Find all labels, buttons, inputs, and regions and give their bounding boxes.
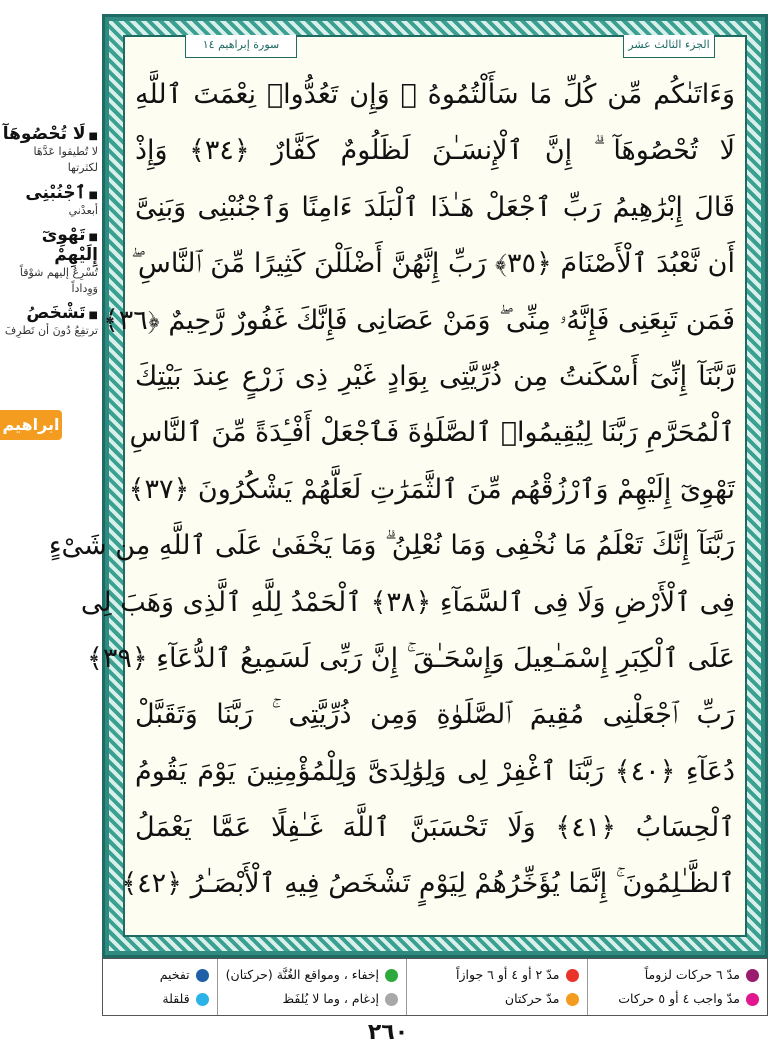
color-dot-icon [196, 969, 209, 982]
verse-line: ٱلْمُحَرَّمِ رَبَّنَا لِيُقِيمُوا۟ ٱلصَّلَوٰةَ فَٱجْعَلْ أَفْـِٔدَةً مِّنَ ٱلنَّاسِ [129, 417, 735, 449]
verse-line: ٱلظَّـٰلِمُونَ ۚ إِنَّمَا يُؤَخِّرُهُمْ لِيَوْمٍ تَشْخَصُ فِيهِ ٱلْأَبْصَـٰرُ ﴿٤٢﴾ [121, 868, 735, 900]
verse-line: ٱلْحِسَابُ ﴿٤١﴾ وَلَا تَحْسَبَنَّ ٱللَّهَ غَـٰفِلًا عَمَّا يَعْمَلُ [135, 812, 735, 844]
bullet-icon: ■ [88, 190, 98, 201]
verse-line: رَبَّنَآ إِنَّكَ تَعْلَمُ مَا نُخْفِى وَمَا نُعْلِنُ ۗ وَمَا يَخْفَىٰ عَلَى ٱللَّهِ مِن شَىْءٍ [48, 530, 735, 562]
verse-line: رَبِّ ٱجْعَلْنِى مُقِيمَ ٱلصَّلَوٰةِ وَمِن ذُرِّيَّتِى ۚ رَبَّنَا وَتَقَبَّلْ [135, 699, 735, 731]
juz-header: الجزء الثالث عشر [623, 35, 715, 58]
surah-thumb-tab[interactable]: ابراهيم [0, 410, 62, 440]
legend-item: مدّ حركتان [415, 987, 579, 1011]
color-dot-icon [385, 993, 398, 1006]
gloss-word: ■تَهْوِىٓ إِلَيْهِمْ [41, 225, 98, 265]
color-dot-icon [566, 969, 579, 982]
verse-line: فِى ٱلْأَرْضِ وَلَا فِى ٱلسَّمَآءِ ﴿٣٨﴾ ٱلْحَمْدُ لِلَّهِ ٱلَّذِى وَهَبَ لِى [80, 586, 735, 618]
legend-item: إخفاء ، ومواقع الغُنَّة (حركتان) [226, 963, 398, 987]
legend-column [103, 959, 217, 1015]
verse-line: دُعَآءِ ﴿٤٠﴾ رَبَّنَا ٱغْفِرْ لِى وَلِوَٰلِدَىَّ وَلِلْمُؤْمِنِينَ يَوْمَ يَقُومُ [135, 755, 735, 787]
color-dot-icon [385, 969, 398, 982]
legend-item: قلقلة [111, 987, 209, 1011]
verse-line: أَن نَّعْبُدَ ٱلْأَصْنَامَ ﴿٣٥﴾ رَبِّ إِنَّهُنَّ أَضْلَلْنَ كَثِيرًا مِّنَ ٱلنَّاسِ ۖ [131, 248, 735, 280]
glossary-sidebar [0, 118, 98, 339]
legend-item: مدّ ٦ حركات لزوماً [596, 963, 760, 987]
legend-column [217, 959, 406, 1015]
gloss-definition: ترتفِعُ دُونَ أن تَطرِفَ [4, 324, 98, 337]
gloss-word: ■لَا تُحْصُوهَآ [2, 124, 98, 144]
verse-line: رَّبَّنَآ إِنِّىٓ أَسْكَنتُ مِن ذُرِّيَّتِى بِوَادٍ غَيْرِ ذِى زَرْعٍ عِندَ بَيْتِكَ [135, 360, 735, 392]
verse-line: عَلَى ٱلْكِبَرِ إِسْمَـٰعِيلَ وَإِسْحَـٰقَ ۚ إِنَّ رَبِّى لَسَمِيعُ ٱلدُّعَآءِ ﴿٣٩﴾ [87, 642, 735, 674]
color-dot-icon [746, 969, 759, 982]
legend-column [587, 959, 768, 1015]
tajweed-legend [102, 958, 768, 1016]
surah-header: سورة إبراهيم ١٤ [185, 35, 297, 58]
gloss-word: ■ٱجْنُبْنِى [25, 183, 98, 203]
color-dot-icon [746, 993, 759, 1006]
gloss-definition: أبعدْني [68, 204, 98, 217]
verse-line: وَءَاتَىٰكُم مِّن كُلِّ مَا سَأَلْتُمُوهُ ۚ وَإِن تَعُدُّوا۟ نِعْمَتَ ٱللَّهِ [135, 79, 735, 110]
bullet-icon: ■ [88, 232, 98, 243]
legend-column [406, 959, 587, 1015]
gloss-definition: لا تُطيقوا عَدَّهَا لكثرتها [33, 145, 98, 174]
bullet-icon: ■ [88, 310, 98, 321]
legend-item: تفخيم [111, 963, 209, 987]
color-dot-icon [196, 993, 209, 1006]
color-dot-icon [566, 993, 579, 1006]
page-number: ٢٦٠ [367, 1020, 409, 1045]
verse-line: لَا تُحْصُوهَآ ۗ إِنَّ ٱلْإِنسَـٰنَ لَظَلُومٌ كَفَّارٌ ﴿٣٤﴾ وَإِذْ [135, 135, 736, 167]
gloss-word: ■تَشْخَصُ [26, 303, 98, 323]
verse-line: فَمَن تَبِعَنِى فَإِنَّهُۥ مِنِّى ۖ وَمَنْ عَصَانِى فَإِنَّكَ غَفُورٌ رَّحِيمٌ ﴿٣٦﴾ [102, 304, 735, 336]
legend-item: إدغام ، وما لا يُلفَظ [226, 987, 398, 1011]
verse-line: تَهْوِىٓ إِلَيْهِمْ وَٱرْزُقْهُم مِّنَ ٱلثَّمَرَٰتِ لَعَلَّهُمْ يَشْكُرُونَ ﴿٣٧﴾ [128, 473, 735, 505]
gloss-definition: تُسْرِعُ إليهم شوْقاً وَوِداداً [19, 266, 98, 295]
legend-item: مدّ ٢ أو ٤ أو ٦ جوازاً [415, 963, 579, 987]
bullet-icon: ■ [88, 131, 98, 142]
legend-item: مدّ واجب ٤ أو ٥ حركات [596, 987, 760, 1011]
verse-line: قَالَ إِبْرَٰهِيمُ رَبِّ ٱجْعَلْ هَـٰذَا ٱلْبَلَدَ ءَامِنًا وَٱجْنُبْنِى وَبَنِىَّ [135, 191, 735, 223]
